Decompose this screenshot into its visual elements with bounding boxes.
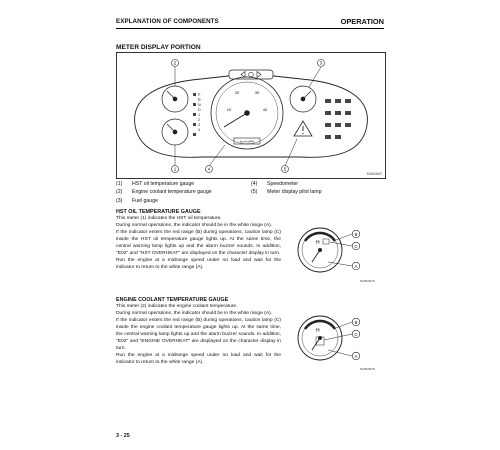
label-A: A bbox=[354, 263, 358, 269]
parts-list-left bbox=[116, 180, 212, 205]
label-C: C bbox=[354, 243, 358, 249]
svg-text:N: N bbox=[198, 103, 201, 107]
running-header-section: EXPLANATION OF COMPONENTS bbox=[116, 18, 219, 25]
selector-letters bbox=[198, 93, 201, 132]
coolant-fig-caption: SLM04078 bbox=[360, 367, 375, 371]
label-C: C bbox=[354, 331, 358, 337]
callout-1-bottom: 1 bbox=[173, 166, 177, 172]
page-number: 3 - 25 bbox=[116, 433, 130, 439]
svg-text:2: 2 bbox=[198, 118, 200, 122]
svg-text:H: H bbox=[316, 240, 320, 246]
parts-list-item: (2) Engine coolant temperature gauge bbox=[116, 189, 212, 196]
hst-section-title: HST OIL TEMPERATURE GAUGE bbox=[116, 209, 201, 215]
callout-5: 5 bbox=[283, 166, 287, 172]
hst-section-body: This meter (1) indicates the HST oil temperature. During normal operations, the indicator should be in the white range (A). If the indicator enters the red range (B) during operations, caution lamp (C) inside the HST oil temperature gauge lights up. At the same time, the central warning lamp lights up and the alarm buzzer sounds. In addition, "E02" and "HST OVERHEAT" are displayed on the character display in turn. Run the engine at a midrange speed under no load and wait for the indicator to return to the white range (A). bbox=[116, 216, 281, 271]
label-B: B bbox=[354, 231, 358, 237]
odometer-unit: km/h MPH bbox=[239, 139, 255, 144]
svg-text:H: H bbox=[316, 328, 320, 334]
left-pilot-lamps bbox=[193, 93, 196, 136]
speedo-numbers bbox=[227, 90, 268, 112]
svg-text:1: 1 bbox=[198, 113, 200, 117]
meter-cluster-figure bbox=[116, 52, 386, 179]
svg-text:30: 30 bbox=[254, 90, 260, 95]
fuel-gauge-drawing bbox=[290, 86, 316, 112]
parts-list-item: (4) Speedometer bbox=[251, 181, 299, 187]
label-B: B bbox=[354, 319, 358, 325]
parts-list-item: (3) Fuel gauge bbox=[116, 197, 158, 204]
pilot-lamp-grid bbox=[325, 99, 351, 139]
coolant-section-body: This meter (2) indicates the engine coolant temperature. During normal operations, the indicator should be in the white range (A). If the indicator enters the red range (B) during operations, caution lamp (C) inside the engine coolant temperature gauge lights up. At the same time, the central warning lamp lights up and the alarm buzzer sounds. In addition, "E02" and "ENGINE OVERHEAT" are displayed on the character display in turn. Run the engine at a midrange speed under no load and wait for the indicator to return to the white range (A). bbox=[116, 304, 281, 366]
left-gauge-pair bbox=[162, 86, 188, 145]
parts-list-right bbox=[251, 180, 322, 197]
hst-gauge-figure bbox=[290, 224, 384, 286]
parts-list-item: (1) HST oil temperature gauge bbox=[116, 181, 195, 187]
callout-3: 3 bbox=[319, 60, 323, 66]
coolant-gauge-figure bbox=[290, 312, 384, 374]
svg-text:20: 20 bbox=[234, 90, 240, 95]
label-A: A bbox=[354, 353, 358, 359]
running-header-chapter: OPERATION bbox=[340, 17, 384, 26]
svg-text:P: P bbox=[198, 93, 201, 97]
hst-fig-caption: SLM04076 bbox=[360, 279, 375, 283]
section-title: METER DISPLAY PORTION bbox=[116, 44, 201, 51]
svg-text:3: 3 bbox=[198, 123, 200, 127]
parts-list-item: (5) Meter display pilot lamp bbox=[251, 189, 322, 196]
svg-text:40: 40 bbox=[262, 107, 268, 112]
callout-2-top: 2 bbox=[173, 60, 177, 66]
red-range-arc bbox=[305, 321, 335, 329]
svg-text:10: 10 bbox=[226, 107, 232, 112]
svg-text:D: D bbox=[198, 108, 201, 112]
svg-text:R: R bbox=[198, 98, 201, 102]
svg-text:4: 4 bbox=[198, 128, 200, 132]
speedometer-drawing bbox=[211, 77, 283, 149]
turn-indicator-bar bbox=[229, 70, 273, 79]
coolant-section-title: ENGINE COOLANT TEMPERATURE GAUGE bbox=[116, 297, 229, 303]
header-rule bbox=[116, 28, 384, 29]
figure-caption: SLM04067 bbox=[366, 172, 382, 176]
meter-cluster-drawing bbox=[117, 53, 385, 178]
callout-4: 4 bbox=[207, 166, 211, 172]
